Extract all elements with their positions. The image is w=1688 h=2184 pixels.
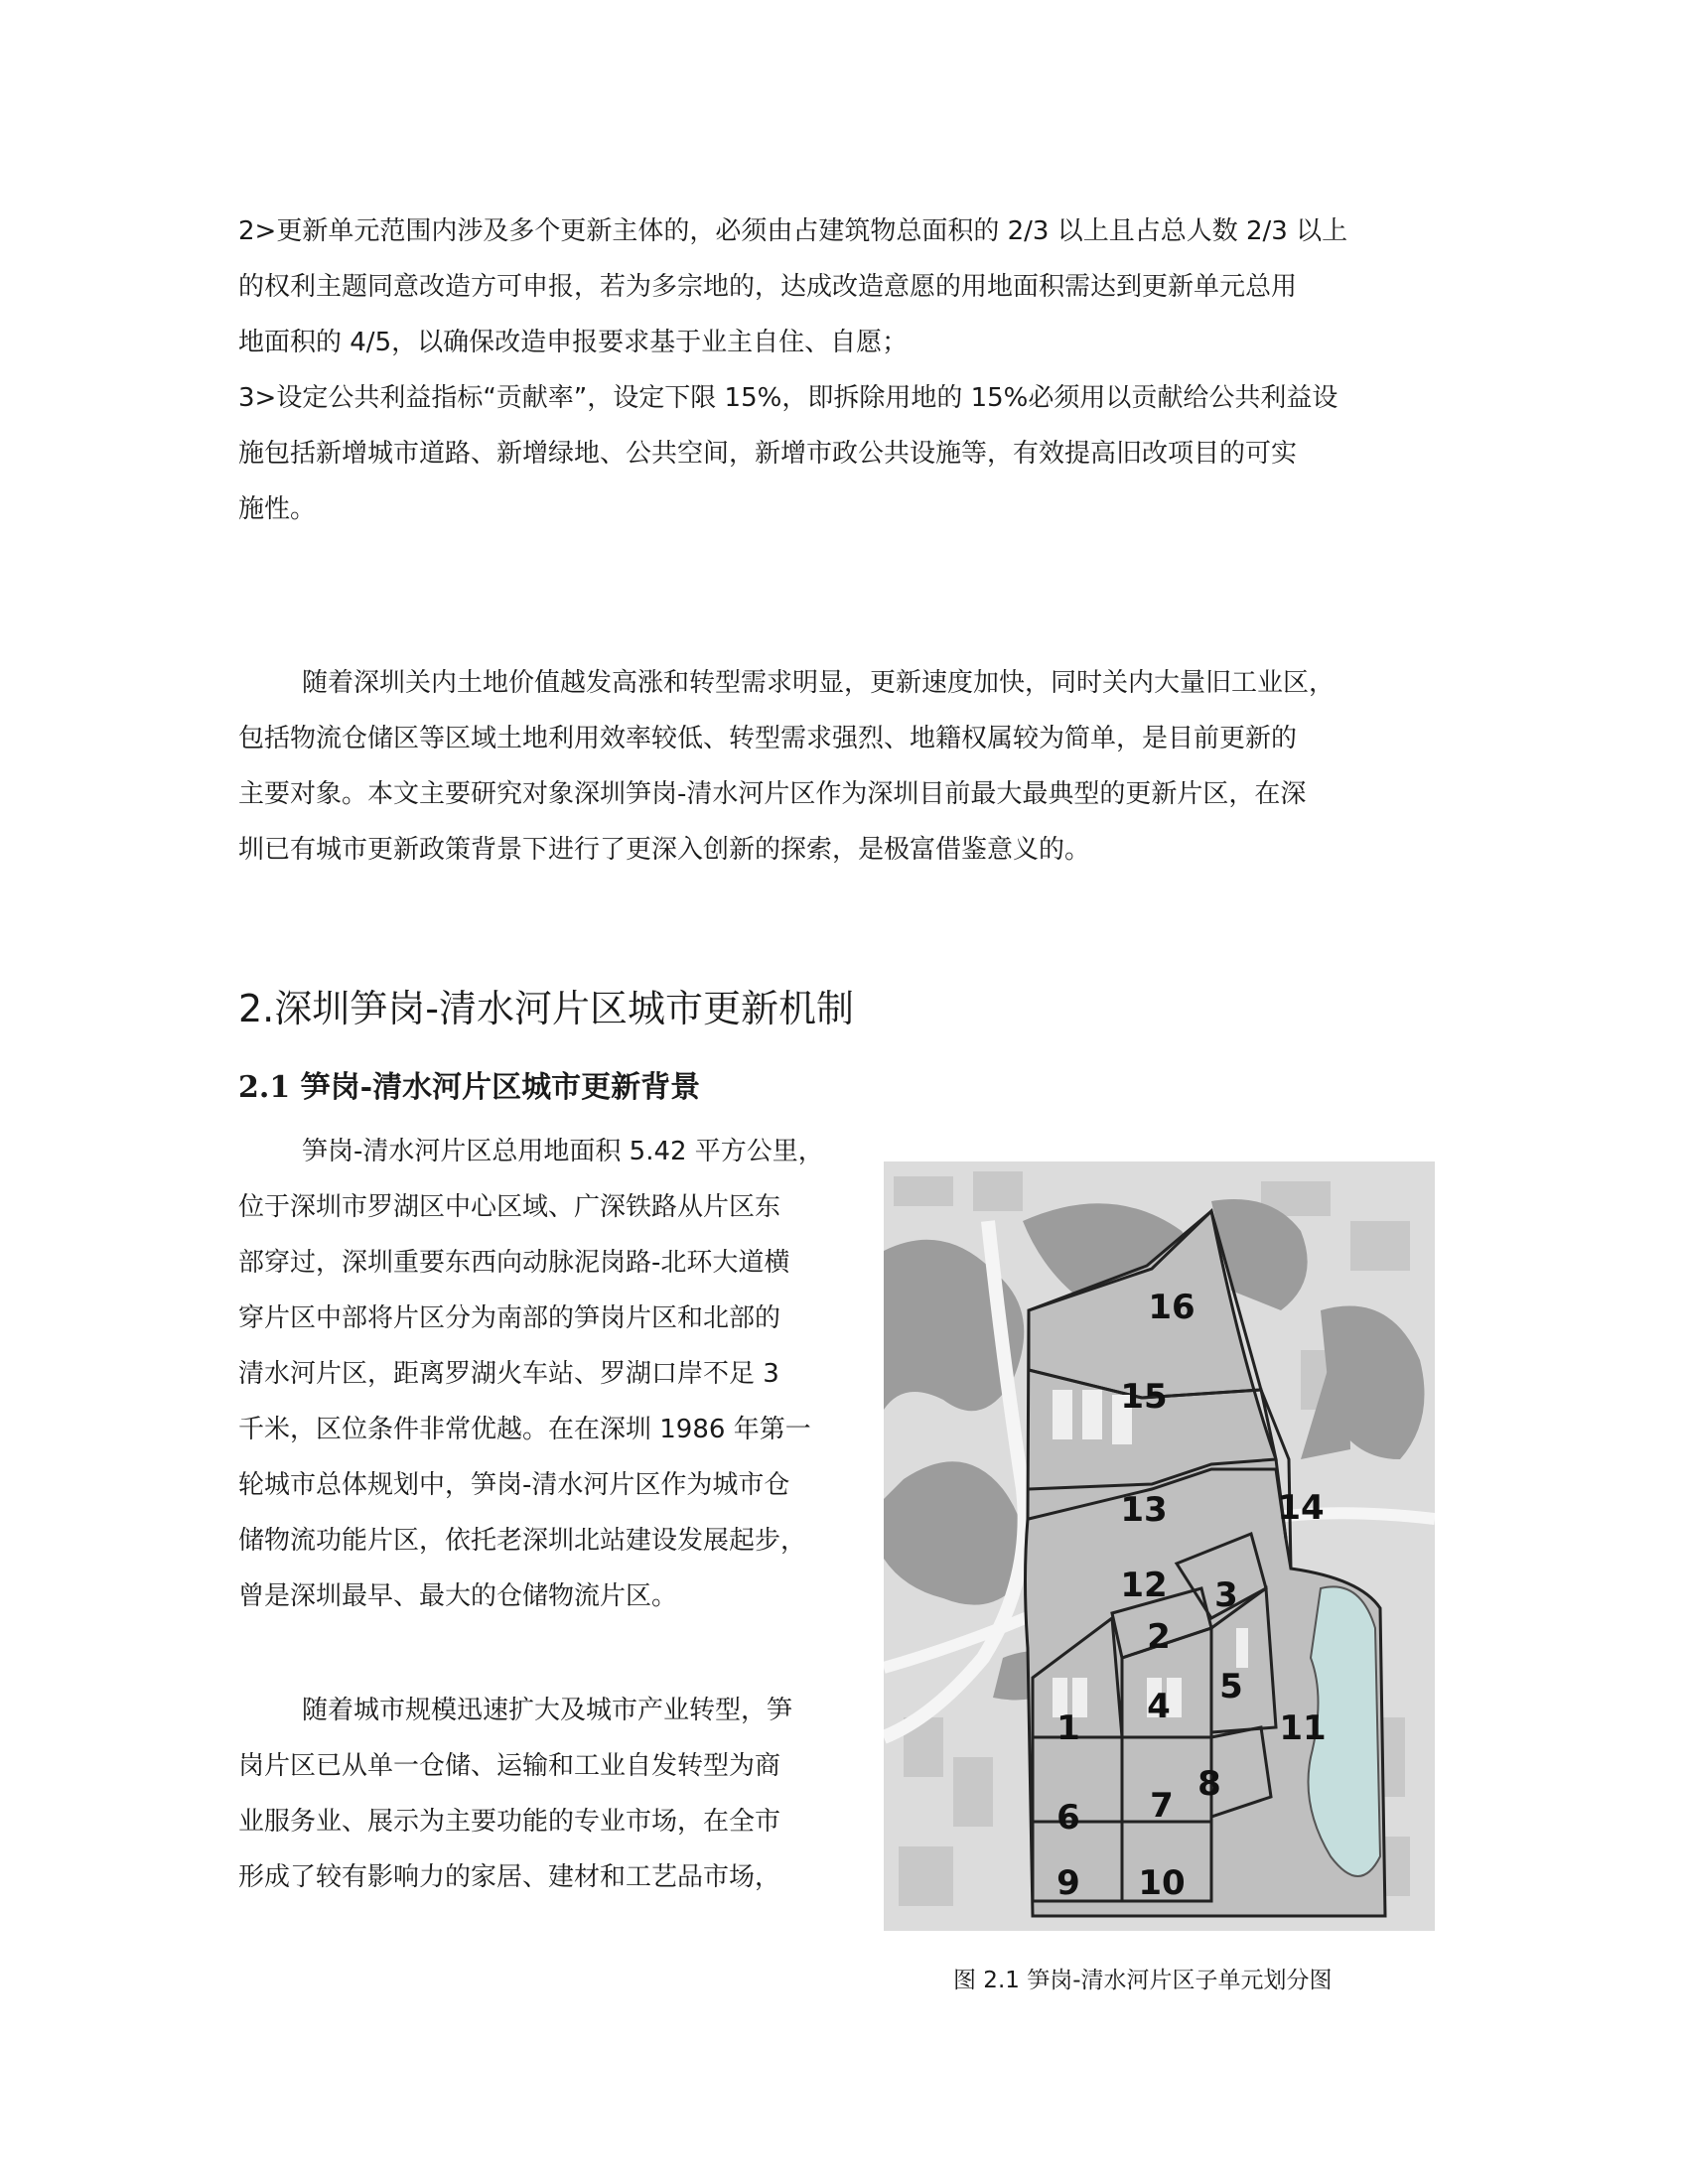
zone-label-3: 3 (1214, 1575, 1238, 1615)
zone-label-9: 9 (1056, 1863, 1080, 1903)
zone-label-6: 6 (1056, 1798, 1080, 1838)
text-line: 随着深圳关内土地价值越发高涨和转型需求明显，更新速度加快，同时关内大量旧工业区， (302, 668, 1336, 698)
text-line: 地面积的 4/5，以确保改造申报要求基于业主自住、自愿； (238, 328, 909, 357)
paragraph-area-background (238, 1124, 864, 1624)
zone-label-7: 7 (1150, 1786, 1174, 1826)
map-image (884, 1161, 1435, 1931)
text-line: 部穿过，深圳重要东西向动脉泥岗路-北环大道横 (238, 1248, 790, 1278)
text-line: 位于深圳市罗湖区中心区域、广深铁路从片区东 (238, 1192, 781, 1222)
zone-label-13: 13 (1120, 1490, 1168, 1530)
text-line: 储物流功能片区，依托老深圳北站建设发展起步， (238, 1526, 807, 1556)
text-line: 业服务业、展示为主要功能的专业市场，在全市 (238, 1807, 781, 1837)
zone-label-15: 15 (1120, 1377, 1168, 1417)
zone-label-8: 8 (1197, 1764, 1221, 1804)
text-line: 清水河片区，距离罗湖火车站、罗湖口岸不足 3 (238, 1359, 779, 1389)
text-line: 主要对象。本文主要研究对象深圳笋岗-清水河片区作为深圳目前最大最典型的更新片区，在深 (238, 779, 1307, 809)
text-line: 施性。 (238, 494, 317, 524)
paragraph-policy-conditions (238, 204, 1430, 537)
zone-division-map (884, 1161, 1435, 1931)
text-line: 曾是深圳最早、最大的仓储物流片区。 (238, 1581, 678, 1611)
zone-label-2: 2 (1147, 1617, 1171, 1657)
zone-label-5: 5 (1219, 1667, 1243, 1706)
zone-label-4: 4 (1147, 1687, 1171, 1726)
zone-label-14: 14 (1277, 1488, 1325, 1528)
text-line: 随着城市规模迅速扩大及城市产业转型，笋 (302, 1696, 793, 1725)
zone-label-10: 10 (1138, 1863, 1186, 1903)
text-line: 施包括新增城市道路、新增绿地、公共空间，新增市政公共设施等，有效提高旧改项目的可实 (238, 439, 1298, 469)
text-line: 的权利主题同意改造方可申报，若为多宗地的，达成改造意愿的用地面积需达到更新单元总用 (238, 272, 1298, 302)
text-line: 轮城市总体规划中，笋岗-清水河片区作为城市仓 (238, 1470, 790, 1500)
figure-caption: 图 2.1 笋岗-清水河片区子单元划分图 (953, 1968, 1333, 1993)
text-line: 3>设定公共利益指标“贡献率”，设定下限 15%，即拆除用地的 15%必须用以贡献给公共利益设 (238, 383, 1338, 413)
zone-label-12: 12 (1120, 1566, 1168, 1605)
text-line: 岗片区已从单一仓储、运输和工业自发转型为商 (238, 1751, 781, 1781)
zone-label-11: 11 (1279, 1708, 1327, 1748)
subsection-heading: 2.1 笋岗-清水河片区城市更新背景 (238, 1070, 701, 1105)
text-line: 圳已有城市更新政策背景下进行了更深入创新的探索，是极富借鉴意义的。 (238, 835, 1091, 865)
text-line: 穿片区中部将片区分为南部的笋岗片区和北部的 (238, 1303, 781, 1333)
paragraph-industry-transition (238, 1683, 864, 1905)
zone-label-16: 16 (1148, 1288, 1196, 1327)
section-heading: 2.深圳笋岗-清水河片区城市更新机制 (238, 987, 854, 1030)
text-line: 形成了较有影响力的家居、建材和工艺品市场， (238, 1862, 781, 1892)
zone-label-1: 1 (1056, 1708, 1080, 1748)
text-line: 2>更新单元范围内涉及多个更新主体的，必须由占建筑物总面积的 2/3 以上且占总人数 2/3 以上 (238, 216, 1348, 246)
text-line: 千米，区位条件非常优越。在在深圳 1986 年第一 (238, 1415, 811, 1444)
text-line: 包括物流仓储区等区域土地利用效率较低、转型需求强烈、地籍权属较为简单，是目前更新的 (238, 724, 1298, 753)
paragraph-renewal-trend (238, 655, 1430, 878)
text-line: 笋岗-清水河片区总用地面积 5.42 平方公里， (302, 1137, 824, 1166)
